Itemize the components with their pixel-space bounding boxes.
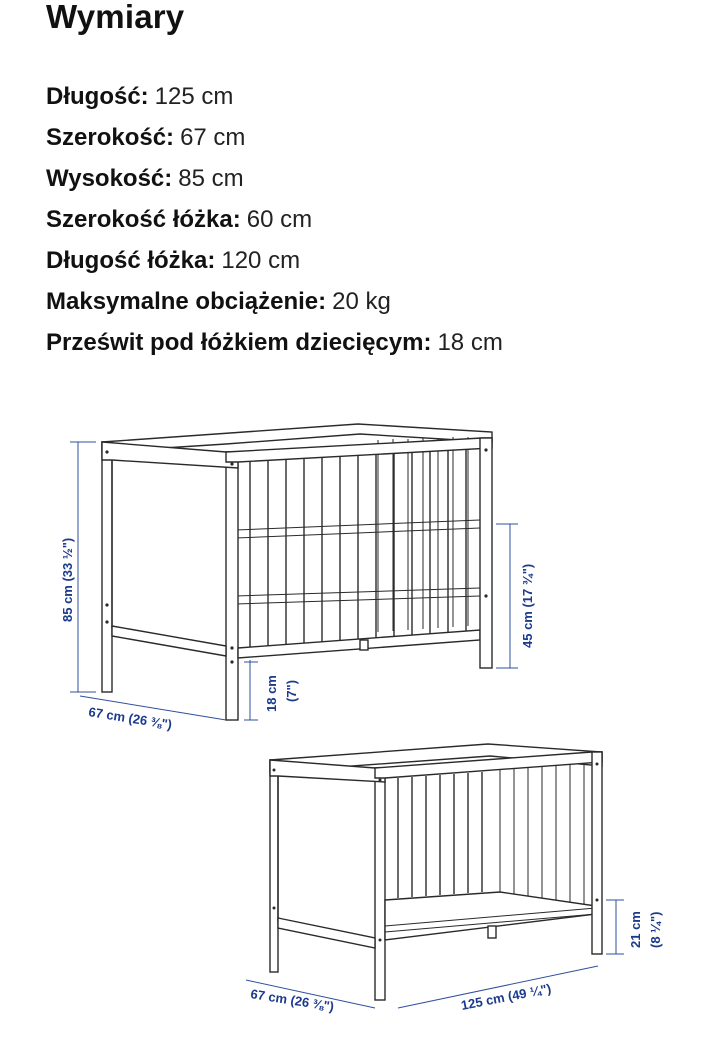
spec-value: 125 cm xyxy=(154,83,234,110)
crib-dimension-drawing xyxy=(0,400,713,1039)
mattress-height-label: 45 cm (17 ¾") xyxy=(520,563,535,648)
spec-row-bed-length xyxy=(46,242,503,283)
spec-label: Szerokość łóżka: xyxy=(46,206,241,233)
back-slats-low xyxy=(500,760,584,904)
spec-label: Prześwit pod łóżkiem dziecięcym: xyxy=(46,329,432,356)
clearance-in-label: (7") xyxy=(284,679,299,702)
spec-row-width xyxy=(46,119,503,160)
spec-value: 120 cm xyxy=(221,247,301,274)
width-dimension-label-bottom: 67 cm (26 ⅜") xyxy=(249,986,336,1015)
spec-list xyxy=(46,78,503,365)
spec-label: Wysokość: xyxy=(46,165,173,192)
spec-value: 67 cm xyxy=(180,124,246,151)
spec-row-bed-width xyxy=(46,201,503,242)
crib-high-position-illustration xyxy=(102,424,492,720)
spec-row-height xyxy=(46,160,503,201)
clearance-cm-label: 18 cm xyxy=(264,675,279,712)
top-dimension-lines xyxy=(70,442,518,720)
spec-row-clearance xyxy=(46,324,503,365)
front-slats xyxy=(250,450,466,650)
spec-label: Maksymalne obciążenie: xyxy=(46,288,327,315)
back-slats xyxy=(378,437,468,632)
spec-label: Długość łóżka: xyxy=(46,247,216,274)
height-dimension-label: 85 cm (33 ½") xyxy=(60,537,75,622)
spec-label: Długość: xyxy=(46,83,149,110)
front-slats-low xyxy=(398,772,482,898)
spec-value: 85 cm xyxy=(178,165,244,192)
spec-row-length xyxy=(46,78,503,119)
width-dimension-label-top: 67 cm (26 ⅜") xyxy=(87,704,174,733)
low-height-cm-label: 21 cm xyxy=(628,911,643,948)
spec-value: 60 cm xyxy=(246,206,313,233)
spec-label: Szerokość: xyxy=(46,124,175,151)
spec-value: 20 kg xyxy=(332,288,391,315)
crib-low-position-illustration xyxy=(270,744,602,1000)
length-dimension-label: 125 cm (49 ¼") xyxy=(459,980,553,1013)
low-height-in-label: (8 ¼") xyxy=(648,911,663,948)
spec-row-max-load xyxy=(46,283,503,324)
page-title: Wymiary xyxy=(46,0,185,35)
spec-value: 18 cm xyxy=(437,329,503,356)
